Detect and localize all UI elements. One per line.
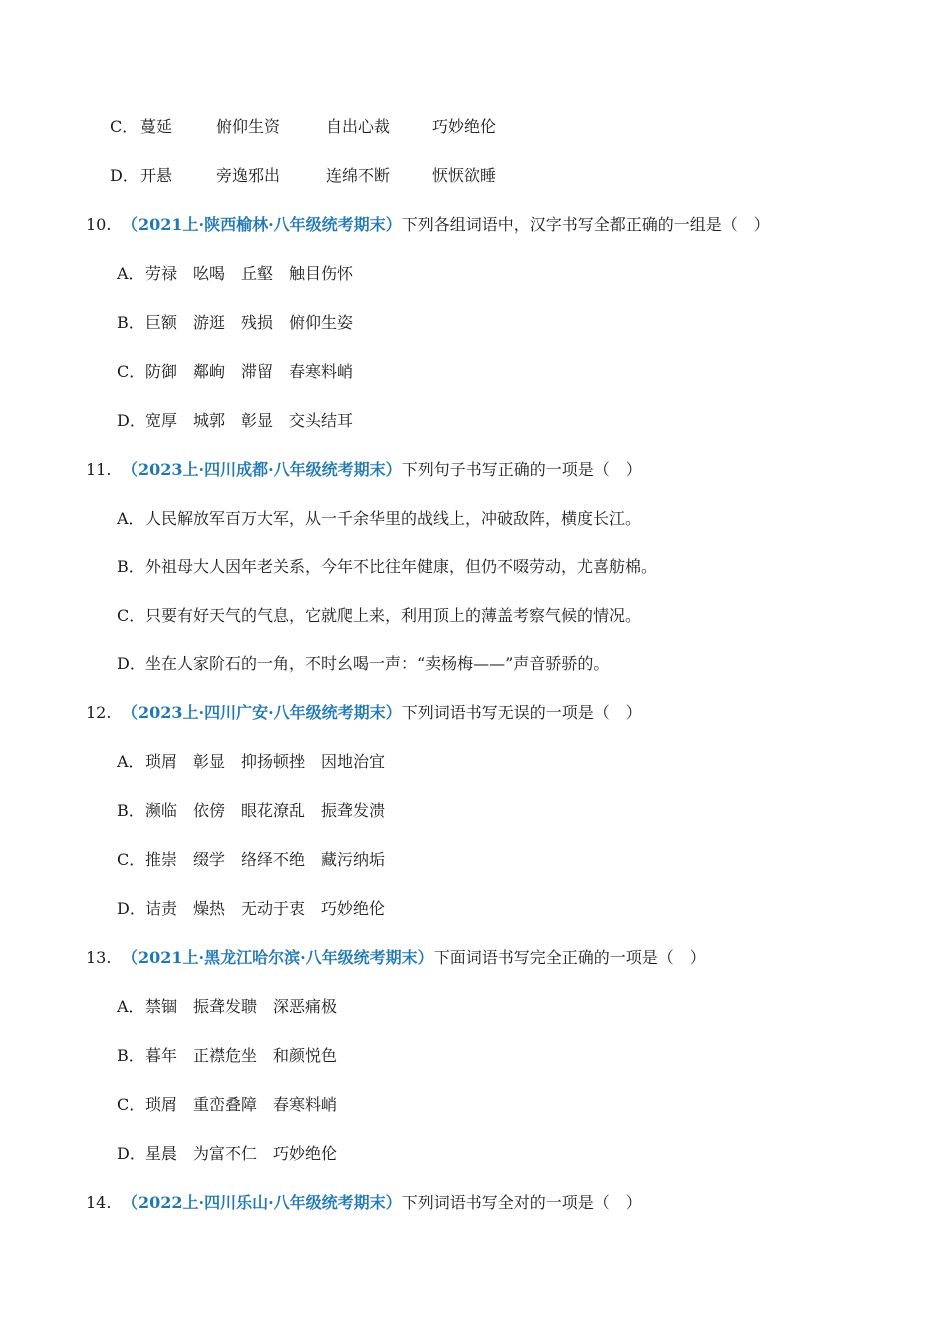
option-b: B．濒临 依傍 眼花潦乱 振聋发溃	[117, 801, 386, 820]
question-10: 10. （2021上·陕西榆林·八年级统考期末）下列各组词语中，汉字书写全都正确的一组是（ ）	[86, 215, 770, 234]
question-12: 12. （2023上·四川广安·八年级统考期末）下列词语书写无误的一项是（ ）	[86, 703, 642, 722]
option-c: C．只要有好天气的气息，它就爬上来，利用顶上的薄盖考察气候的情况。	[117, 606, 642, 625]
question-source: （2022上·四川乐山·八年级统考期末）	[122, 1193, 402, 1212]
option-a: A．琐屑 彰显 抑扬顿挫 因地治宜	[117, 752, 386, 771]
option-d: D．宽厚 城郭 彰显 交头结耳	[117, 411, 354, 430]
word: 自出心裁	[326, 117, 391, 136]
option-d: D．诘责 燥热 无动于衷 巧妙绝伦	[117, 899, 386, 918]
question-14: 14. （2022上·四川乐山·八年级统考期末）下列词语书写全对的一项是（ ）	[86, 1193, 642, 1212]
option-b: B．巨额 游逛 残损 俯仰生姿	[117, 313, 354, 332]
question-11: 11. （2023上·四川成都·八年级统考期末）下列句子书写正确的一项是（ ）	[86, 460, 642, 479]
word: 巧妙绝伦	[432, 117, 497, 136]
option-c: C．推崇 缀学 络绎不绝 藏污纳垢	[117, 850, 386, 869]
option-b: B．外祖母大人因年老关系，今年不比往年健康，但仍不啜劳动，尤喜舫棉。	[117, 557, 658, 576]
question-stem: 下列词语书写无误的一项是（ ）	[401, 703, 642, 722]
word: 蔓延	[140, 117, 173, 136]
option-b: B．暮年 正襟危坐 和颜悦色	[117, 1046, 338, 1065]
question-source: （2021上·陕西榆林·八年级统考期末）	[122, 215, 402, 234]
option-a: A．劳禄 吆喝 丘壑 触目伤怀	[117, 264, 354, 283]
question-13: 13. （2021上·黑龙江哈尔滨·八年级统考期末）下面词语书写完全正确的一项是（ ）	[86, 948, 706, 967]
question-stem: 下列词语书写全对的一项是（ ）	[401, 1193, 642, 1212]
option-c-prev: C． 蔓延 俯仰生资 自出心裁 巧妙绝伦	[110, 117, 497, 136]
question-stem: 下列各组词语中，汉字书写全都正确的一组是（ ）	[401, 215, 770, 234]
option-d-prev: D．开悬 旁逸邪出 连绵不断 恹恹欲睡	[110, 166, 497, 185]
question-stem: 下面词语书写完全正确的一项是（ ）	[433, 948, 706, 967]
word: 连绵不断	[326, 166, 391, 185]
word: 恹恹欲睡	[432, 166, 497, 185]
option-c: C．琐屑 重峦叠障 春寒料峭	[117, 1095, 338, 1114]
option-d: D．星晨 为富不仁 巧妙绝伦	[117, 1144, 338, 1163]
option-a: A．禁锢 振聋发聩 深恶痛极	[117, 997, 338, 1016]
question-source: （2023上·四川成都·八年级统考期末）	[122, 460, 402, 479]
word: 开悬	[140, 166, 173, 185]
word: 俯仰生资	[216, 117, 281, 136]
option-a: A．人民解放军百万大军，从一千余华里的战线上，冲破敌阵，横度长江。	[117, 509, 642, 528]
question-stem: 下列句子书写正确的一项是（ ）	[401, 460, 642, 479]
question-source: （2021上·黑龙江哈尔滨·八年级统考期末）	[122, 948, 434, 967]
question-source: （2023上·四川广安·八年级统考期末）	[122, 703, 402, 722]
word: 旁逸邪出	[216, 166, 281, 185]
option-c: C．防御 鄰峋 滞留 春寒料峭	[117, 362, 354, 381]
option-d: D．坐在人家阶石的一角，不时幺喝一声：“卖杨梅——”声音骄骄的。	[117, 654, 610, 673]
